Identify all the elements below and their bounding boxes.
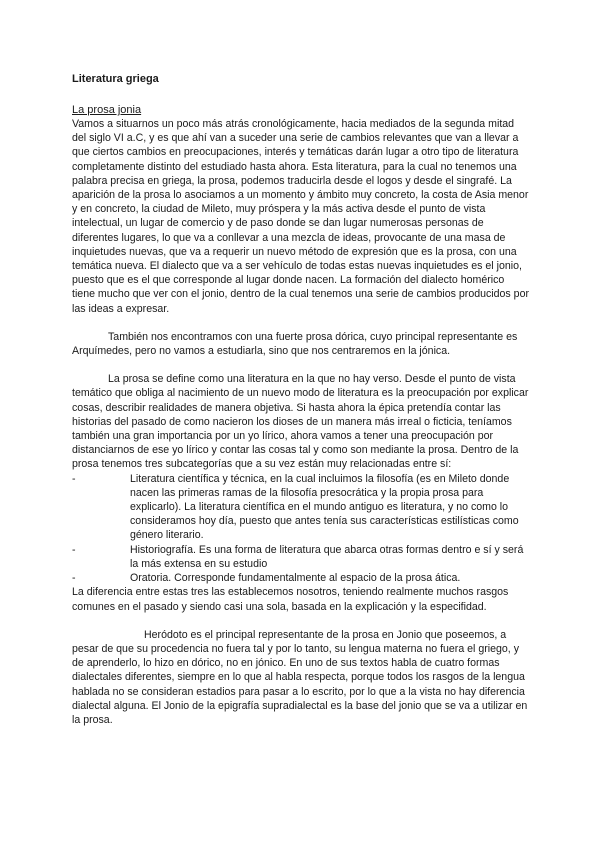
list-item (72, 543, 530, 571)
list-dash: - (72, 472, 76, 485)
list-item (72, 571, 530, 585)
document-title: Literatura griega (72, 73, 159, 85)
paragraph-doric: También nos encontramos con una fuerte prosa dórica, cuyo principal representante es Arquímedes, pero no vamos a estudiarla, sino que nos centraremos en la jónica. (72, 330, 518, 358)
paragraph-after-list: La diferencia entre estas tres las establecemos nosotros, teniendo realmente muchos rasgos comunes en el pasado y siendo casi una sola, basada en la explicación y la especifidad. (72, 586, 509, 613)
list-item-text: Oratoria. Corresponde fundamentalmente al espacio de la prosa ática. (130, 572, 461, 585)
paragraph-intro: Vamos a situarnos un poco más atrás cronológicamente, hacia mediados de la segunda mitad del siglo VI a.C, y es que ahí van a suceder una serie de cambios relevantes que van a llevar a que ciertos cambios en preocupaciones, interés y temáticas darán lugar a otro tipo de literatura completamente distinto del estudiado hasta ahora. Esta literatura, para la cual no tenemos una palabra precisa en griega, la prosa, podemos traducirla desde el logos y desde el singrafé. La aparición de la prosa lo asociamos a un momento y ámbito muy concreto, la costa de Asia menor y en concreto, la ciudad de Mileto, muy próspera y la más activa desde el punto de vista intelectual, un lugar de comercio y de paso donde se dan lugar numerosas personas de diferentes lugares, lo que va a conllevar a una mezcla de ideas, provocante de una masa de inquietudes nuevas, que va a requerir un nuevo método de expresión que es la prosa, con una temática nueva. El dialecto que va a ser vehículo de todas estas nuevas inquietudes es el jonio, puesto que es el que corresponde al lugar donde nacen. La formación del dialecto homérico tiene mucho que ver con el jonio, dentro de la cual tenemos una serie de cambios producidos por las ideas a expresar. (72, 118, 529, 315)
paragraph-herodotus: Heródoto es el principal representante de la prosa en Jonio que poseemos, a pesar de que su procedencia no fuera tal y por lo tanto, su lengua materna no fuera el griego, y de aprenderlo, lo hizo en dórico, no en jónico. En uno de sus textos habla de cuatro formas dialectales diferentes, siempre en lo que al habla respecta, porque todos los rasgos de la lengua hablada no se consideran estadios para pasar a lo escrito, por lo que a la vista no hay diferencia dialectal alguna. El Jonio de la epigrafía supradialectal es la base del jonio que se va a utilizar en la prosa. (72, 628, 528, 726)
list-dash: - (72, 572, 76, 585)
paragraph-definition: La prosa se define como una literatura en la que no hay verso. Desde el punto de vista temático que obliga al nacimiento de un nuevo modo de literatura es la preocupación por explicar cosas, describir realidades de manera objetiva. Si hasta ahora la épica pretendía contar las historias del pasado de como nacieron los dioses de un manera más irreal o ficticia, teníamos también una gran importancia por un yo lírico, ahora vamos a tener una preocupación por distanciarnos de ese yo lírico y contar las cosas tal y como son mediante la prosa. Dentro de la prosa tenemos tres subcategorías que a su vez están muy relacionadas entre sí: (72, 373, 529, 471)
list-item-text: Literatura científica y técnica, en la cual incluimos la filosofía (es en Mileto donde nacen las primeras ramas de la filosofía presocrática y la propia prosa para explicarlo). La literatura científica en el mundo antiguo es literatura, y no como lo consideramos hoy día, puesto que antes tenía sus características estilísticas como género literario. (130, 472, 519, 542)
list-item-text: Historiografía. Es una forma de literatura que abarca otras formas dentro e sí y será la más extensa en su estudio (130, 543, 524, 570)
section-heading: La prosa jonia (72, 104, 142, 116)
list-dash: - (72, 543, 76, 556)
list-item (72, 472, 530, 543)
